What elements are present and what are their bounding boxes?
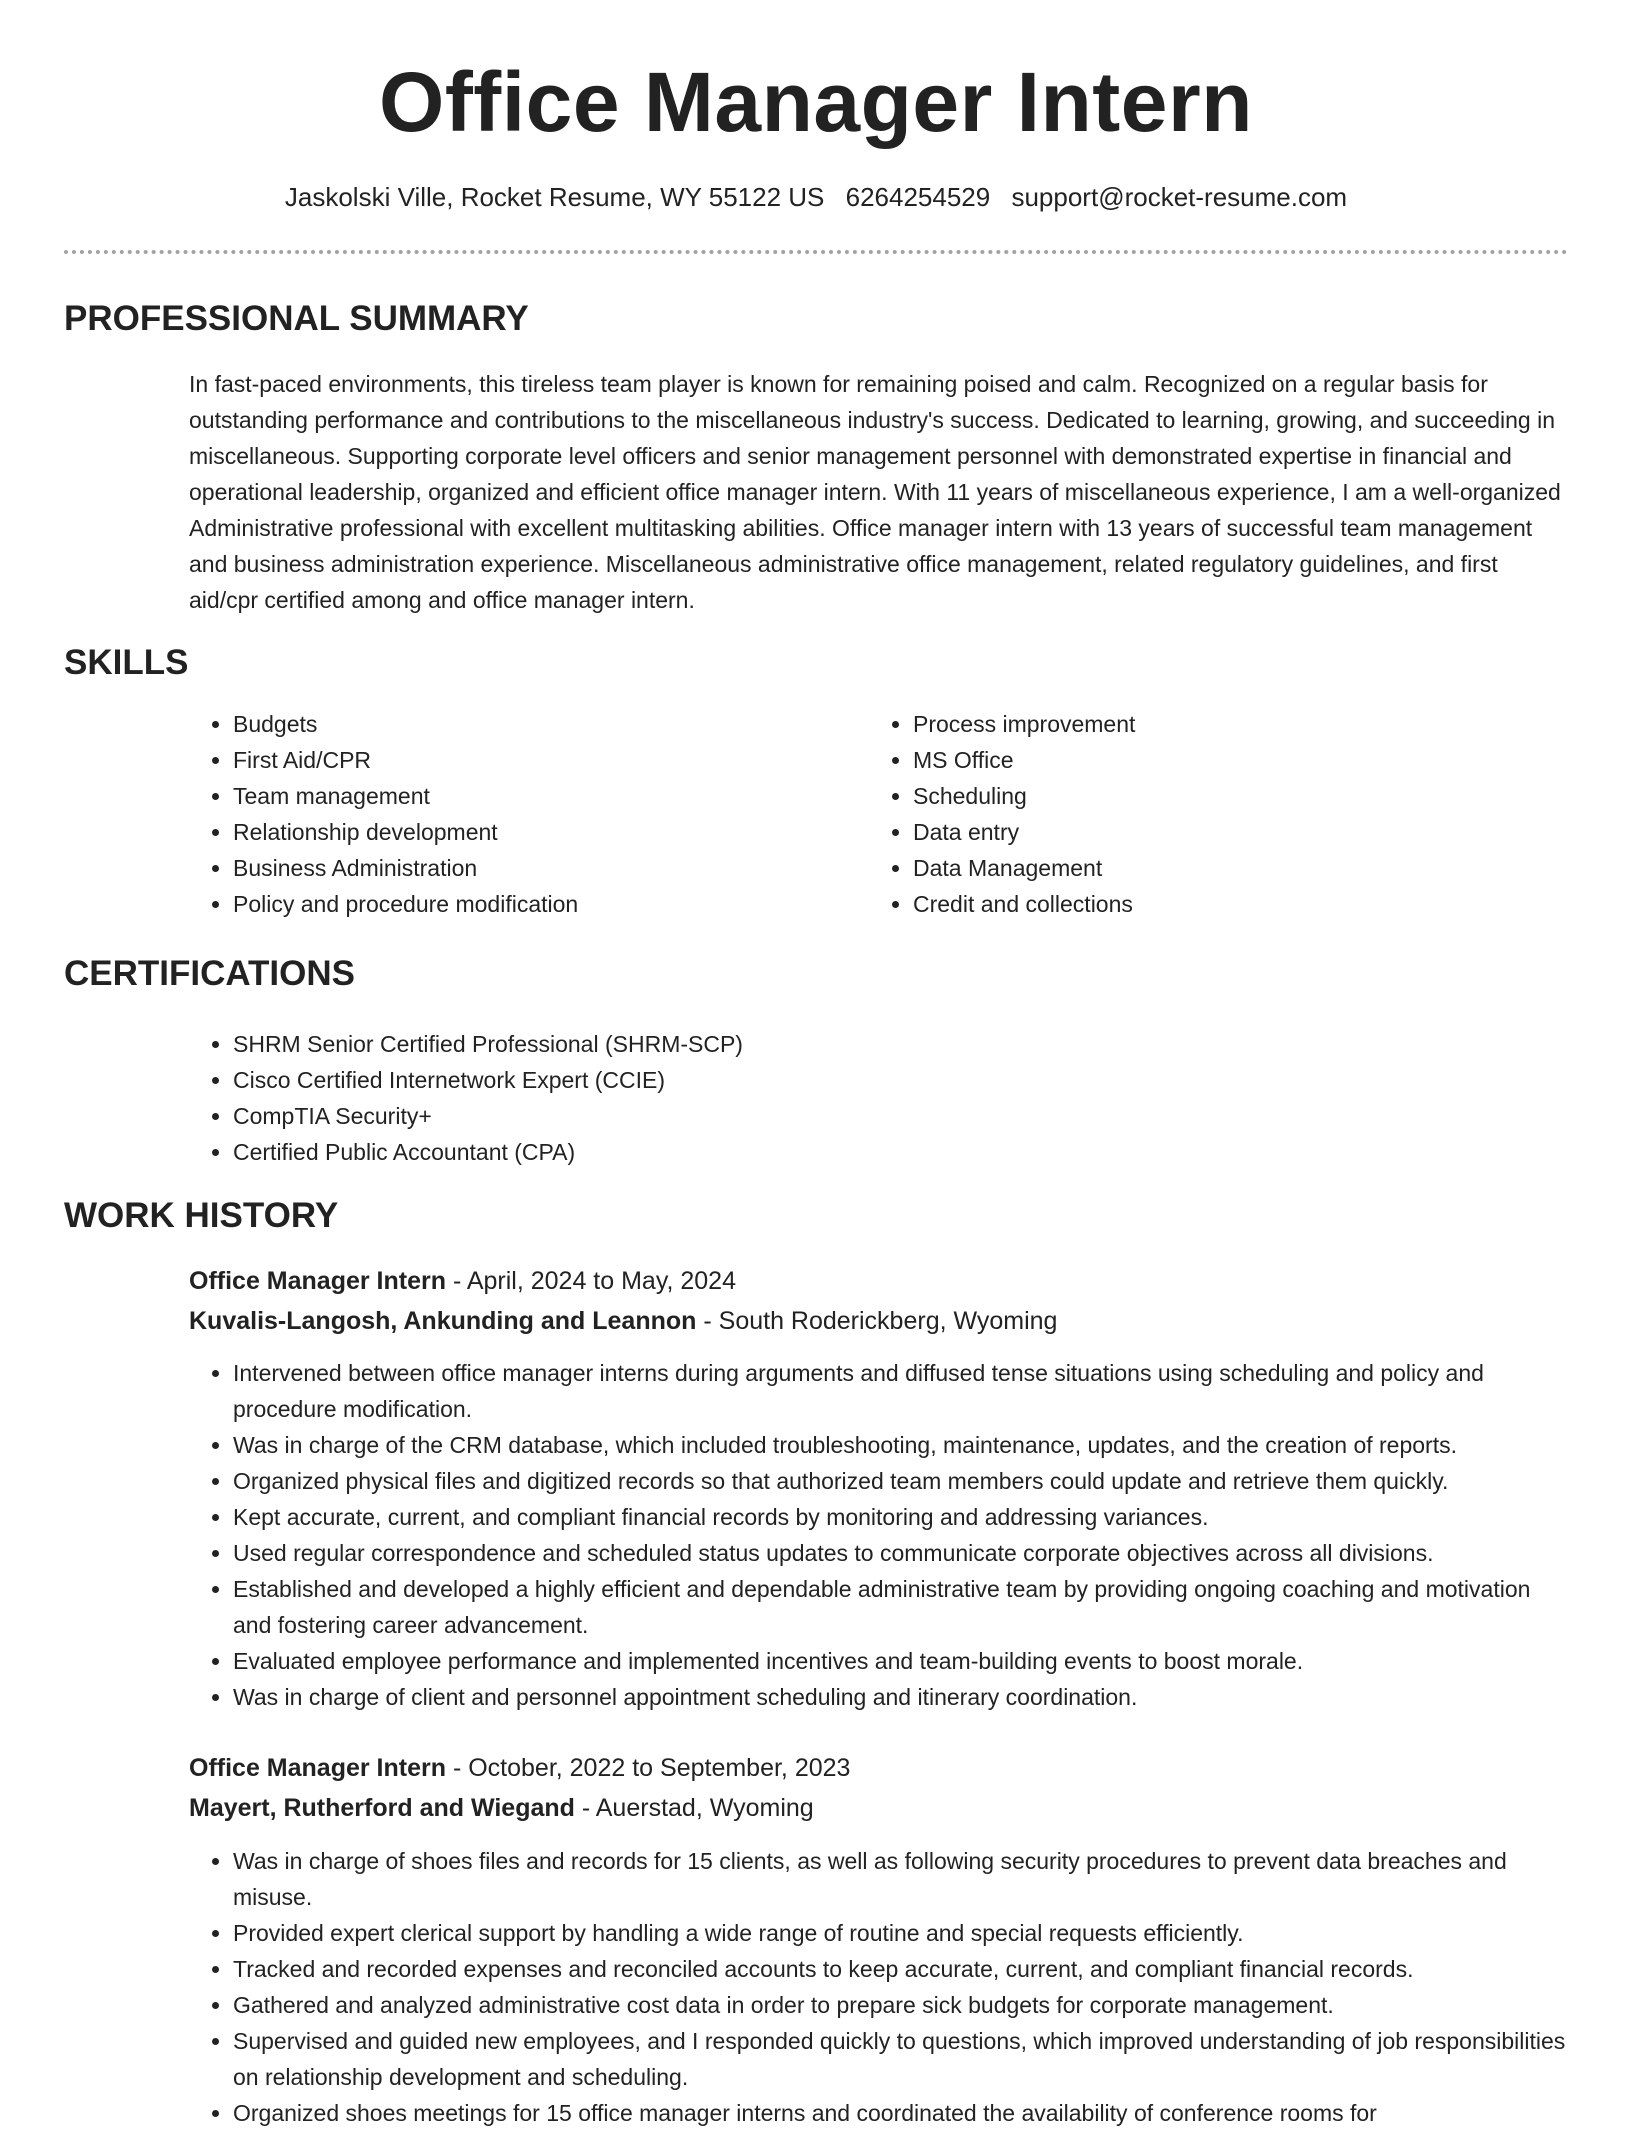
skill-item: • Business Administration xyxy=(233,850,853,886)
job-bullet: • Gathered and analyzed administrative cost data in order to prepare sick budgets for corporate management. xyxy=(233,1987,1569,2023)
header-divider xyxy=(64,250,1568,254)
job-bullet: • Was in charge of the CRM database, which included troubleshooting, maintenance, updates, and the creation of reports. xyxy=(233,1427,1569,1463)
job-bullet: • Provided expert clerical support by handling a wide range of routine and special requests efficiently. xyxy=(233,1915,1569,1951)
job-bullet: • Was in charge of client and personnel appointment scheduling and itinerary coordination. xyxy=(233,1679,1569,1715)
job-title-line xyxy=(189,1751,850,1785)
job-company-line xyxy=(189,1304,1057,1338)
job-bullet: • Was in charge of shoes files and records for 15 clients, as well as following security procedures to prevent data breaches and misuse. xyxy=(233,1843,1569,1915)
skill-item: • Policy and procedure modification xyxy=(233,886,853,922)
skills-list-left xyxy=(189,706,853,922)
skill-item: • Data entry xyxy=(913,814,1533,850)
job-bullet: • Organized shoes meetings for 15 office manager interns and coordinated the availability of conference rooms for xyxy=(233,2095,1569,2131)
job-bullet: • Tracked and recorded expenses and reconciled accounts to keep accurate, current, and compliant financial records. xyxy=(233,1951,1569,1987)
job-title: Office Manager Intern xyxy=(189,1754,446,1782)
job-dates: - October, 2022 to September, 2023 xyxy=(446,1754,851,1782)
candidate-name: Office Manager Intern xyxy=(378,55,1253,149)
job-title: Office Manager Intern xyxy=(189,1267,446,1295)
job-bullet: • Established and developed a highly efficient and dependable administrative team by providing ongoing coaching and motivation and fostering career advancement. xyxy=(233,1571,1569,1643)
contact-address: Jaskolski Ville, Rocket Resume, WY 55122 US xyxy=(284,182,825,212)
skills-heading: SKILLS xyxy=(64,643,189,682)
certifications-heading: CERTIFICATIONS xyxy=(64,954,356,993)
skill-item: • MS Office xyxy=(913,742,1533,778)
contact-line xyxy=(0,180,1632,214)
job-bullet: • Supervised and guided new employees, and I responded quickly to questions, which improved understanding of job responsibilities on relationship development and scheduling. xyxy=(233,2023,1569,2095)
job-location: - South Roderickberg, Wyoming xyxy=(696,1307,1058,1335)
job-bullet: • Kept accurate, current, and compliant financial records by monitoring and addressing variances. xyxy=(233,1499,1569,1535)
skill-item: • Scheduling xyxy=(913,778,1533,814)
skill-item: • Relationship development xyxy=(233,814,853,850)
job-title-line xyxy=(189,1264,736,1298)
job-bullet: • Organized physical files and digitized records so that authorized team members could update and retrieve them quickly. xyxy=(233,1463,1569,1499)
skill-item: • First Aid/CPR xyxy=(233,742,853,778)
skill-item: • Process improvement xyxy=(913,706,1533,742)
skill-item: • Budgets xyxy=(233,706,853,742)
job-location: - Auerstad, Wyoming xyxy=(574,1794,814,1822)
certification-item: • SHRM Senior Certified Professional (SHRM-SCP) xyxy=(233,1026,1533,1062)
summary-heading: PROFESSIONAL SUMMARY xyxy=(64,299,529,338)
certification-item: • CompTIA Security+ xyxy=(233,1098,1533,1134)
job-bullets xyxy=(189,1843,1569,2131)
job-bullets xyxy=(189,1355,1569,1715)
summary-text: In fast-paced environments, this tireless team player is known for remaining poised and calm. Recognized on a regular basis for outstanding performance and contributions to the miscellaneous industry's success. Dedicated to learning, growing, and succeeding in miscellaneous. Supporting corporate level officers and senior management personnel with demonstrated expertise in financial and operational leadership, organized and efficient office manager intern. With 11 years of miscellaneous experience, I am a well-organized Administrative professional with excellent multitasking abilities. Office manager intern with 13 years of successful team management and business administration experience. Miscellaneous administrative office management, related regulatory guidelines, and first aid/cpr certified among and office manager intern. xyxy=(189,371,1561,613)
certification-item: • Certified Public Accountant (CPA) xyxy=(233,1134,1533,1170)
certification-item: • Cisco Certified Internetwork Expert (CCIE) xyxy=(233,1062,1533,1098)
job-company: Mayert, Rutherford and Wiegand xyxy=(189,1794,575,1822)
job-dates: - April, 2024 to May, 2024 xyxy=(446,1267,736,1295)
skill-item: • Data Management xyxy=(913,850,1533,886)
job-bullet: • Evaluated employee performance and implemented incentives and team-building events to boost morale. xyxy=(233,1643,1569,1679)
work-history-heading: WORK HISTORY xyxy=(64,1196,339,1235)
job-company: Kuvalis-Langosh, Ankunding and Leannon xyxy=(189,1307,697,1335)
job-bullet: • Intervened between office manager interns during arguments and diffused tense situations using scheduling and policy and procedure modification. xyxy=(233,1355,1569,1427)
skill-item: • Credit and collections xyxy=(913,886,1533,922)
contact-email: support@rocket-resume.com xyxy=(1011,182,1348,212)
contact-phone: 6264254529 xyxy=(845,182,991,212)
skills-list-right xyxy=(869,706,1533,922)
certifications-list xyxy=(189,1026,1533,1170)
job-bullet: • Used regular correspondence and scheduled status updates to communicate corporate objectives across all divisions. xyxy=(233,1535,1569,1571)
job-company-line xyxy=(189,1791,814,1825)
skill-item: • Team management xyxy=(233,778,853,814)
